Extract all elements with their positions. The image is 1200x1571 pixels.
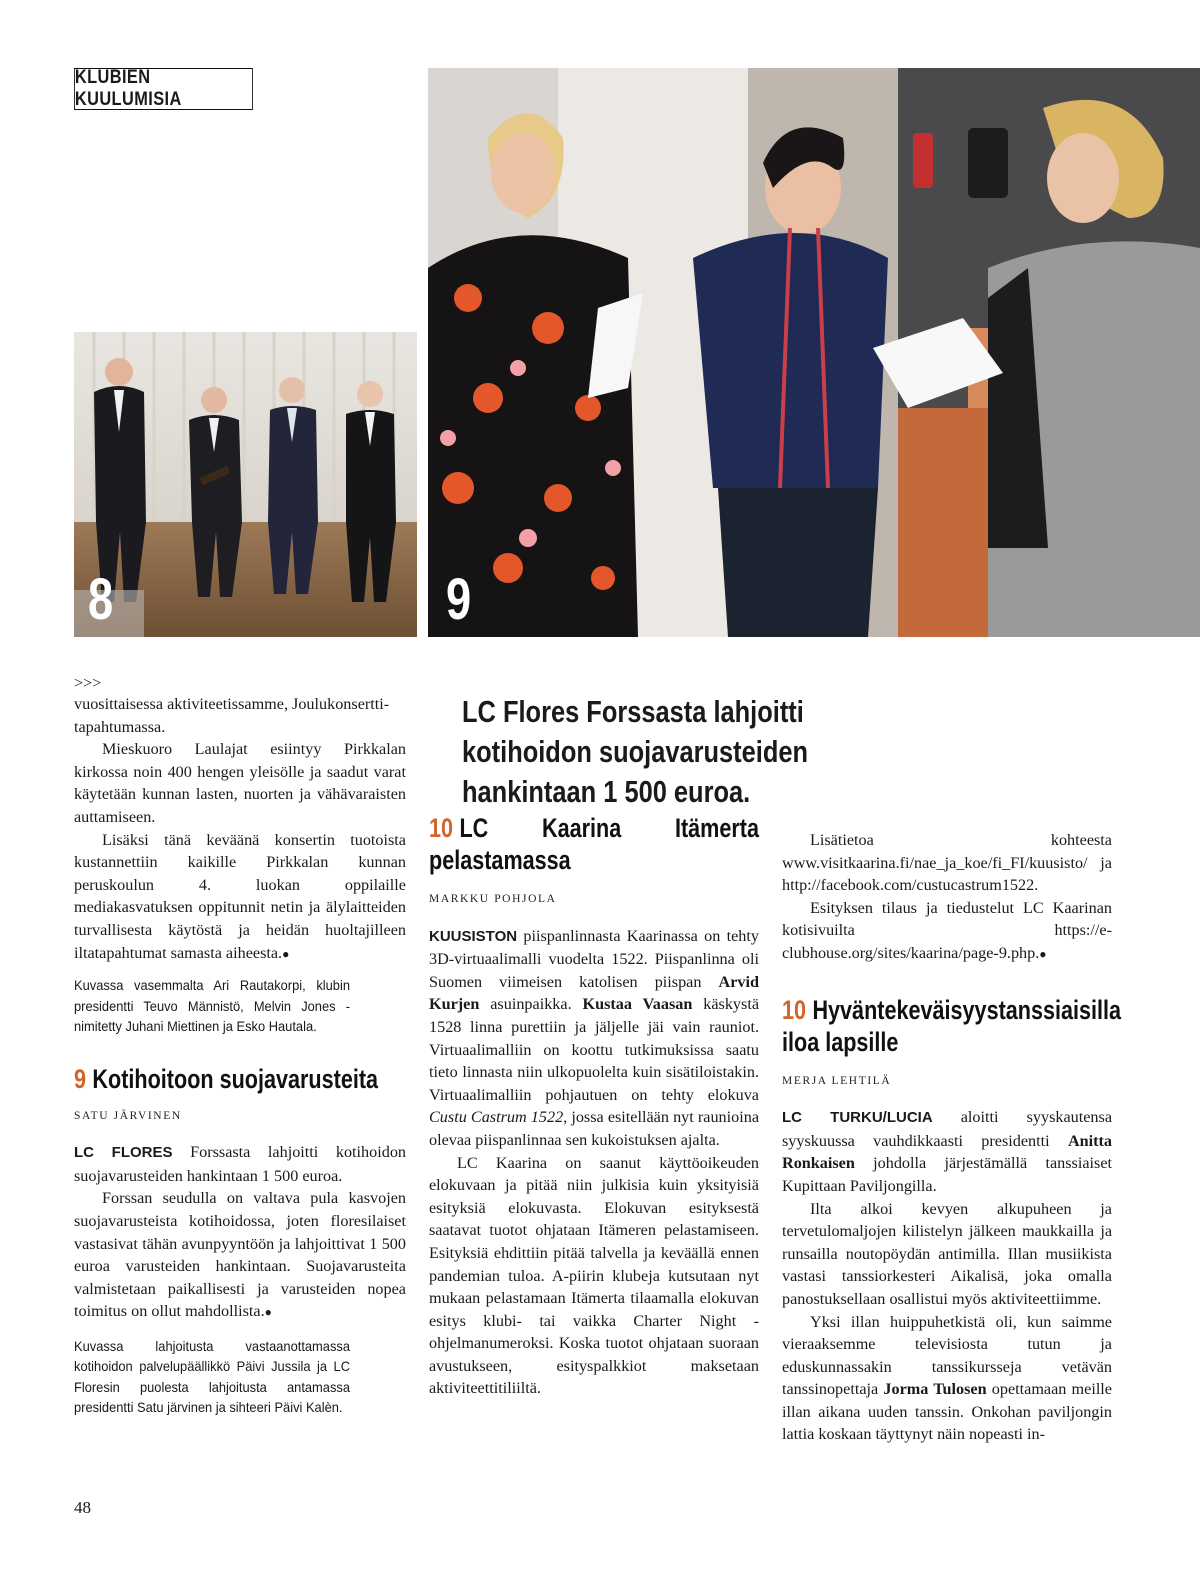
article-10b-byline: MERJA LEHTILÄ — [782, 1074, 892, 1087]
page-number: 48 — [74, 1498, 91, 1517]
continuation-marker: >>> — [74, 674, 102, 692]
col1-paragraph-2: Mieskuoro Laulajat esiintyy Pirkkalan kirkossa noin 400 hengen yleisölle ja saadut varat käytetään kunnan lasten, nuorten ja vähävaraisten auttamiseen. — [74, 740, 406, 826]
column-2 — [429, 812, 759, 1400]
col1-paragraph-3: Lisäksi tänä keväänä konsertin tuotoista kustannettiin kaikille Pirkkalan kunnan peruskoulun 4. luokan oppilaille mediakasvatuksen oppitunnit netin ja älylaitteiden turvallisesta käytöstä ja heidän huoltajilleen iltatapahtumat samasta aiheesta.● — [74, 830, 406, 962]
col3-paragraph-1: Lisätietoa kohteesta www.visitkaarina.fi/nae_ja_koe/fi_FI/kuusisto/ ja http://facebook.com/custucastrum1522. — [782, 831, 1112, 895]
three-women-certificate-photo — [428, 68, 1200, 637]
article-10a-title: 10 LC Kaarina Itämerta pelastamassa — [429, 813, 759, 875]
photo-number-9: 9 — [446, 567, 472, 632]
article-10b-paragraph-1: LC TURKU/LUCIA aloitti syyskautensa syyskuussa vauhdikkaasti presidentti Anitta Ronkaisen johdolla järjestämällä tanssiaiset Kupittaan Paviljongilla. — [782, 1108, 1113, 1195]
article-10b-paragraph-2: Ilta alkoi kevyen alkupuheen ja tervetulomaljojen kilistelyn jälkeen maukkailla ja runsailla noutopöydän antimilla. Illan musiikista vastasi tanssiorkesteri Aikalisä, joka omalla panostuksellaan osallistui myös aktiviteettiimme. — [782, 1199, 1112, 1308]
article-9-title: 9 Kotihoitoon suojavarusteita — [74, 1063, 379, 1094]
pull-quote: LC Flores Forssasta lahjoitti kotihoidon suojavarusteiden hankintaan 1 500 euroa. — [462, 694, 809, 809]
photo-number-8: 8 — [88, 567, 114, 632]
end-mark: ● — [282, 946, 290, 961]
article-10a-paragraph-1: KUUSISTON piispanlinnasta Kaarinassa on tehty 3D-virtuaalimalli vuodelta 1522. Piispanlinna oli Suomen viimeisen katolisen piispan Arvid Kurjen asuinpaikka. Kustaa Vaasan käskystä 1528 linna purettiin ja jäljelle jäi vain rauniot. Virtuaalimalliin on koottu tutkimuksissa saatu tieto linnasta niin ulkopuolelta kuin sisätiloistakin. Virtuaalimalliin pohjautuen on tehty elokuva Custu Castrum 1522, jossa esitellään nyt raunioina olevaa piispanlinnaa sen kukoistuksen ajalta. — [429, 926, 760, 1149]
end-mark: ● — [1039, 946, 1047, 961]
end-mark: ● — [264, 1305, 272, 1320]
col1-paragraph-1: vuosittaisessa aktiviteetissamme, Joulukonsertti-tapahtumassa. — [74, 695, 390, 736]
photo-club-event — [74, 332, 417, 637]
column-1 — [74, 673, 406, 1418]
photo-caption-9: Kuvassa lahjoitusta vastaanottamassa kotihoidon palvelupäällikkö Päivi Jussila ja LC Floresin puolesta lahjoitusta antamassa presidentti Satu järvinen ja sihteeri Päivi Kalèn. — [74, 1337, 350, 1416]
section-tag: KLUBIEN KUULUMISIA — [74, 68, 253, 110]
article-10b-paragraph-3: Yksi illan huippuhetkistä oli, kun saimme vieraaksemme televisiosta tutun ja eduskunnassakin tanssikursseja vetävän tanssinopettaja Jorma Tulosen opettamaan meille illan aikana uuden tanssin. Onkohan paviljongin lattia koskaan täyttynyt näin nopeasti in- — [782, 1312, 1112, 1444]
four-men-in-tuxedos-photo — [74, 332, 417, 637]
photo-donation — [428, 68, 1200, 637]
article-9-paragraph-2: Forssan seudulla on valtava pula kasvojen suojavarusteista kotihoidossa, joten floresilaiset vastasivat tähän avunpyyntöön ja lahjoittivat 1 500 euroa varusteiden hankintaan. Suojavarusteita valmistetaan paikallisesti ja varusteiden nopea toimitus on ollut mahdollista.● — [74, 1189, 406, 1321]
article-9-paragraph-1: LC FLORES Forssasta lahjoitti kotihoidon suojavarusteiden hankintaan 1 500 euroa. — [74, 1143, 407, 1185]
col3-paragraph-2: Esityksen tilaus ja tiedustelut LC Kaarinan kotisivuilta https://e-clubhouse.org/sites/kaarina/page-9.php.● — [782, 898, 1112, 962]
article-10b-title: 10 Hyväntekeväisyystanssiaisilla iloa lapsille — [782, 994, 1122, 1057]
article-10a-byline: MARKKU POHJOLA — [429, 893, 557, 905]
column-3 — [782, 829, 1122, 1446]
article-9-byline: SATU JÄRVINEN — [74, 1109, 182, 1122]
photo-caption-8: Kuvassa vasemmalta Ari Rautakorpi, klubin presidentti Teuvo Männistö, Melvin Jones -nimitetty Juhani Miettinen ja Esko Hautala. — [74, 977, 350, 1035]
article-10a-paragraph-2: LC Kaarina on saanut käyttöoikeuden elokuvaan ja pitää niin julkisia kuin yksityisiä esityksiä elokuvasta. Elokuvan esityksestä saatavat tuotot ohjataan Itämeren pelastamiseen. Esityksiä ehdittiin pitää talvella ja keväällä ennen pandemian tuloa. A-piirin klubeja kutsutaan nyt mukaan pelastamaan Itämerta tilaamalla elokuvan esitys klubi- tai vaikka Charter Night -ohjelmanumeroksi. Koska tuotot ohjataan suoraan avustukseen, esityspalkkiot maksetaan aktiviteettitiliiltä. — [429, 1153, 759, 1398]
